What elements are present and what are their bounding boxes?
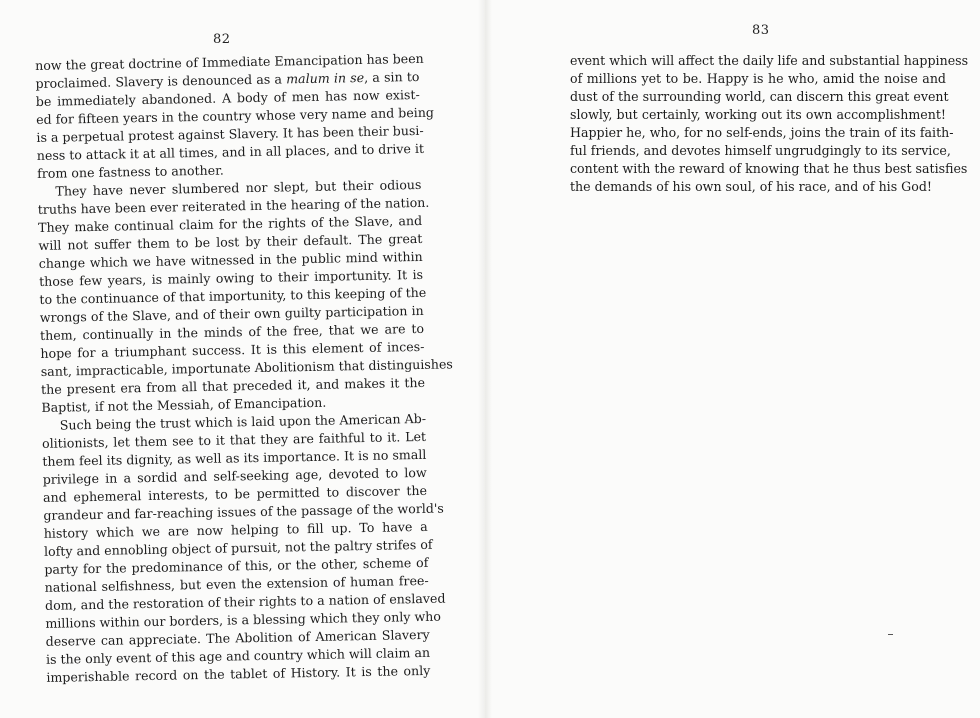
text-line: dust of the surrounding world, can discern this great event (570, 89, 949, 104)
text-line: is a perpetual protest against Slavery. It has been their busi- (36, 122, 424, 145)
page-speck (888, 634, 893, 635)
text-line: ness to attack it at all times, and in all places, and to drive it (36, 140, 425, 163)
text-line: those few years, is mainly owing to their importunity. It is (38, 266, 424, 289)
text-line: party for the predominance of this, or the other, scheme of (44, 554, 429, 577)
text-line: olitionists, let them see to it that they are faithful to it. Let (41, 428, 427, 451)
text-line: imperishable record on the tablet of History. It is the only (46, 662, 431, 685)
text-line: Happier he, who, for no self-ends, joins the train of its faith- (570, 125, 954, 140)
text-line: and ephemeral interests, to be permitted to discover the (42, 482, 428, 505)
text-line: ed for fifteen years in the country whose very name and being (36, 104, 435, 127)
text-line: truths have been ever reiterated in the hearing of the nation. (37, 194, 430, 217)
text-line: content with the reward of knowing that he thus best satisfies (570, 161, 968, 176)
text-line: They have never slumbered nor slept, but their odious (55, 176, 422, 199)
text-line: privilege in a sordid and self-seeking age, devoted to low (42, 464, 427, 487)
latin-phrase: malum in se (286, 69, 365, 87)
text-line: national selfishness, but even the extension of human free- (44, 572, 429, 595)
text-line: change which we have witnessed in the public mind within (38, 248, 423, 271)
text-line: from one fastness to another. (36, 162, 224, 181)
text-line: them, continually in the minds of the free, that we are to (39, 320, 425, 343)
text-line: grandeur and far-reaching issues of the passage of the world's (43, 500, 444, 523)
text-line: Such being the trust which is laid upon the American Ab- (59, 410, 427, 433)
text-line: deserve can appreciate. The Abolition of American Slavery (45, 626, 430, 649)
left-page-number: 82 (213, 32, 231, 47)
text-line: dom, and the restoration of their rights to a nation of enslaved (44, 590, 446, 613)
text-line: now the great doctrine of Immediate Emancipation has been (35, 50, 424, 73)
text-line: hope for a triumphant success. It is this element of inces- (40, 338, 425, 361)
right-page-number: 83 (752, 23, 770, 38)
text-line: will not suffer them to be lost by their default. The great (38, 230, 423, 253)
text-line: sant, impracticable, importunate Abolitionism that distinguishes (40, 356, 453, 379)
text-line: history which we are now helping to fill up. To have a (43, 518, 428, 541)
text-line: Baptist, if not the Messiah, of Emancipation. (41, 394, 327, 415)
text-line: the demands of his own soul, of his race, and of his God! (570, 179, 932, 194)
text-line: them feel its dignity, as well as its importance. It is no small (42, 446, 427, 469)
text-line: proclaimed. Slavery is denounced as a malum in se, a sin to (35, 68, 420, 91)
text-line: slowly, but certainly, working out its own accomplishment! (570, 107, 946, 122)
text-line: is the only event of this age and country which will claim an (45, 644, 431, 667)
text-line: wrongs of the Slave, and of their own guilty participation in (39, 302, 424, 325)
text-line: They make continual claim for the rights of the Slave, and (37, 212, 423, 235)
text-line: of millions yet to be. Happy is he who, amid the noise and (570, 71, 946, 86)
text-line: lofty and ennobling object of pursuit, not the paltry strifes of (43, 536, 433, 559)
text-line: millions within our borders, is a blessing which they only who (45, 608, 441, 631)
text-line: event which will affect the daily life and substantial happiness (570, 53, 969, 68)
text-line: the present era from all that preceded it, and makes it the (40, 374, 426, 397)
left-page-text (35, 50, 453, 687)
text-line: ful friends, and devotes himself ungrudgingly to its service, (570, 143, 951, 158)
right-page-text (570, 52, 969, 196)
left-page (0, 0, 480, 718)
text-line: to the continuance of that importunity, to this keeping of the (39, 284, 427, 307)
right-page (490, 0, 980, 718)
text-line: be immediately abandoned. A body of men has now exist- (35, 86, 420, 109)
